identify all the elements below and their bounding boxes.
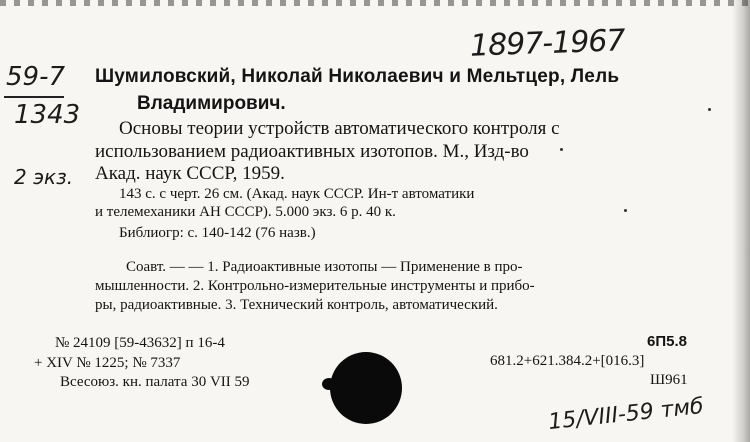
ink-speck [708,108,711,111]
call-number-lower: 1343 [14,100,81,130]
bibliography-note: Библиогр: с. 140-142 (76 назв.) [119,225,316,241]
title-line-1: Основы теории устройств автоматического контроля с [119,118,560,139]
handwritten-dates: 1897-1967 [469,23,626,64]
classification-code: 6П5.8 [647,333,687,350]
registration-number: № 24109 [59-43632] п 16-4 [55,335,225,351]
subject-line-1: Соавт. — — 1. Радиоактивные изотопы — Применение в про- [126,259,523,275]
series-number: + XIV № 1225; № 7337 [34,355,181,371]
ink-speck [560,148,563,151]
card-top-edge [0,0,750,6]
copies-note: 2 экз. [14,165,74,189]
title-line-2: использованием радиоактивных изотопов. М., Изд-во [95,141,529,162]
title-line-3: Акад. наук СССР, 1959. [95,163,285,184]
author-heading: Шумиловский, Николай Николаевич и Мельтцер, Лель [95,66,620,87]
author-mark: Ш961 [650,372,688,388]
chamber-date: Всесоюз. кн. палата 30 VII 59 [60,374,250,390]
ink-speck [624,209,627,212]
call-number-divider [4,96,64,98]
subject-line-2: мышленности. 2. Контрольно-измерительные инструменты и прибо- [95,278,535,294]
card-right-edge [732,0,750,442]
call-number-upper: 59-7 [6,62,66,92]
collation-line-1: 143 с. с черт. 26 см. (Акад. наук СССР. Ин-т автоматики [119,186,475,202]
author-heading-cont: Владимирович. [137,93,286,114]
handwritten-receipt-note: 15/VIII-59 тмб [547,393,705,436]
udc-index: 681.2+621.384.2+[016.3] [490,353,645,369]
subject-line-3: ры, радиоактивные. 3. Технический контроль, автоматический. [95,297,498,313]
collation-line-2: и телемеханики АН СССР). 5.000 экз. 6 р. 40 к. [95,204,396,220]
punch-hole [330,352,402,424]
